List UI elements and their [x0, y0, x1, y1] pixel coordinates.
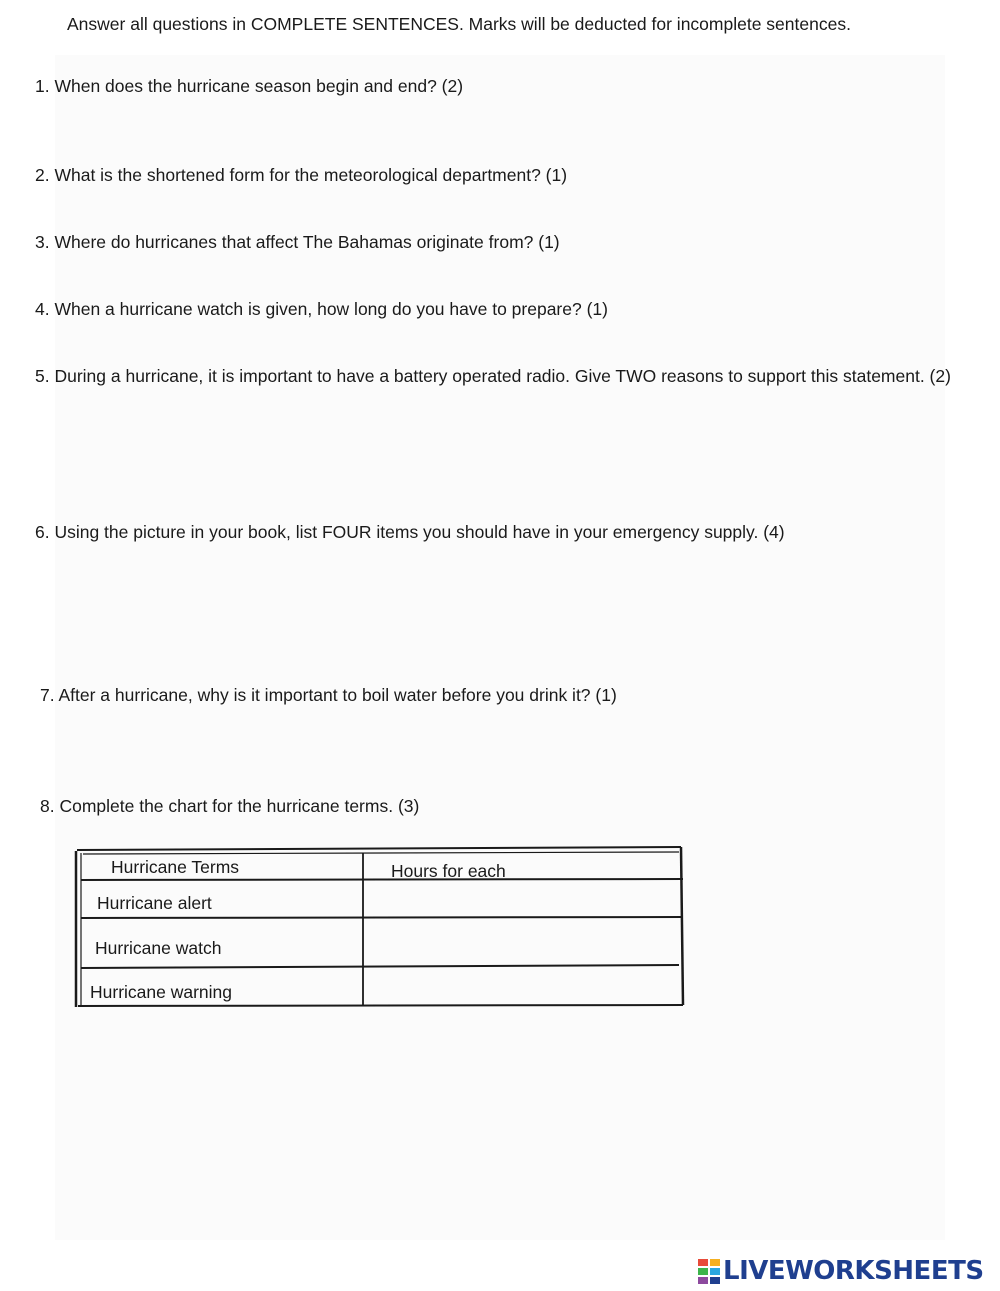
question-8: 8. Complete the chart for the hurricane terms. (3): [40, 796, 420, 816]
chart-row-warning: Hurricane warning: [90, 982, 233, 1002]
question-1: 1. When does the hurricane season begin and end? (2): [35, 76, 464, 96]
question-7: 7. After a hurricane, why is it important to boil water before you drink it? (1): [40, 685, 617, 705]
chart-row-watch: Hurricane watch: [95, 938, 222, 958]
liveworksheets-logo-icon: [698, 1258, 720, 1284]
question-4: 4. When a hurricane watch is given, how long do you have to prepare? (1): [35, 299, 608, 319]
chart-header-hours: Hours for each: [391, 861, 506, 881]
instructions-text: Answer all questions in COMPLETE SENTENCES. Marks will be deducted for incomplete sentences.: [67, 14, 851, 34]
liveworksheets-logo: [698, 1256, 984, 1286]
chart-header-terms: Hurricane Terms: [111, 857, 240, 877]
question-5: 5. During a hurricane, it is important to have a battery operated radio. Give TWO reasons to support this statement. (2): [35, 366, 951, 386]
hurricane-terms-chart: [74, 845, 686, 1009]
question-2: 2. What is the shortened form for the meteorological department? (1): [35, 165, 568, 185]
chart-row-alert: Hurricane alert: [97, 893, 212, 913]
question-3: 3. Where do hurricanes that affect The Bahamas originate from? (1): [35, 232, 560, 252]
question-6: 6. Using the picture in your book, list FOUR items you should have in your emergency supply. (4): [35, 522, 785, 542]
liveworksheets-logo-text: LIVEWORKSHEETS: [723, 1256, 984, 1286]
